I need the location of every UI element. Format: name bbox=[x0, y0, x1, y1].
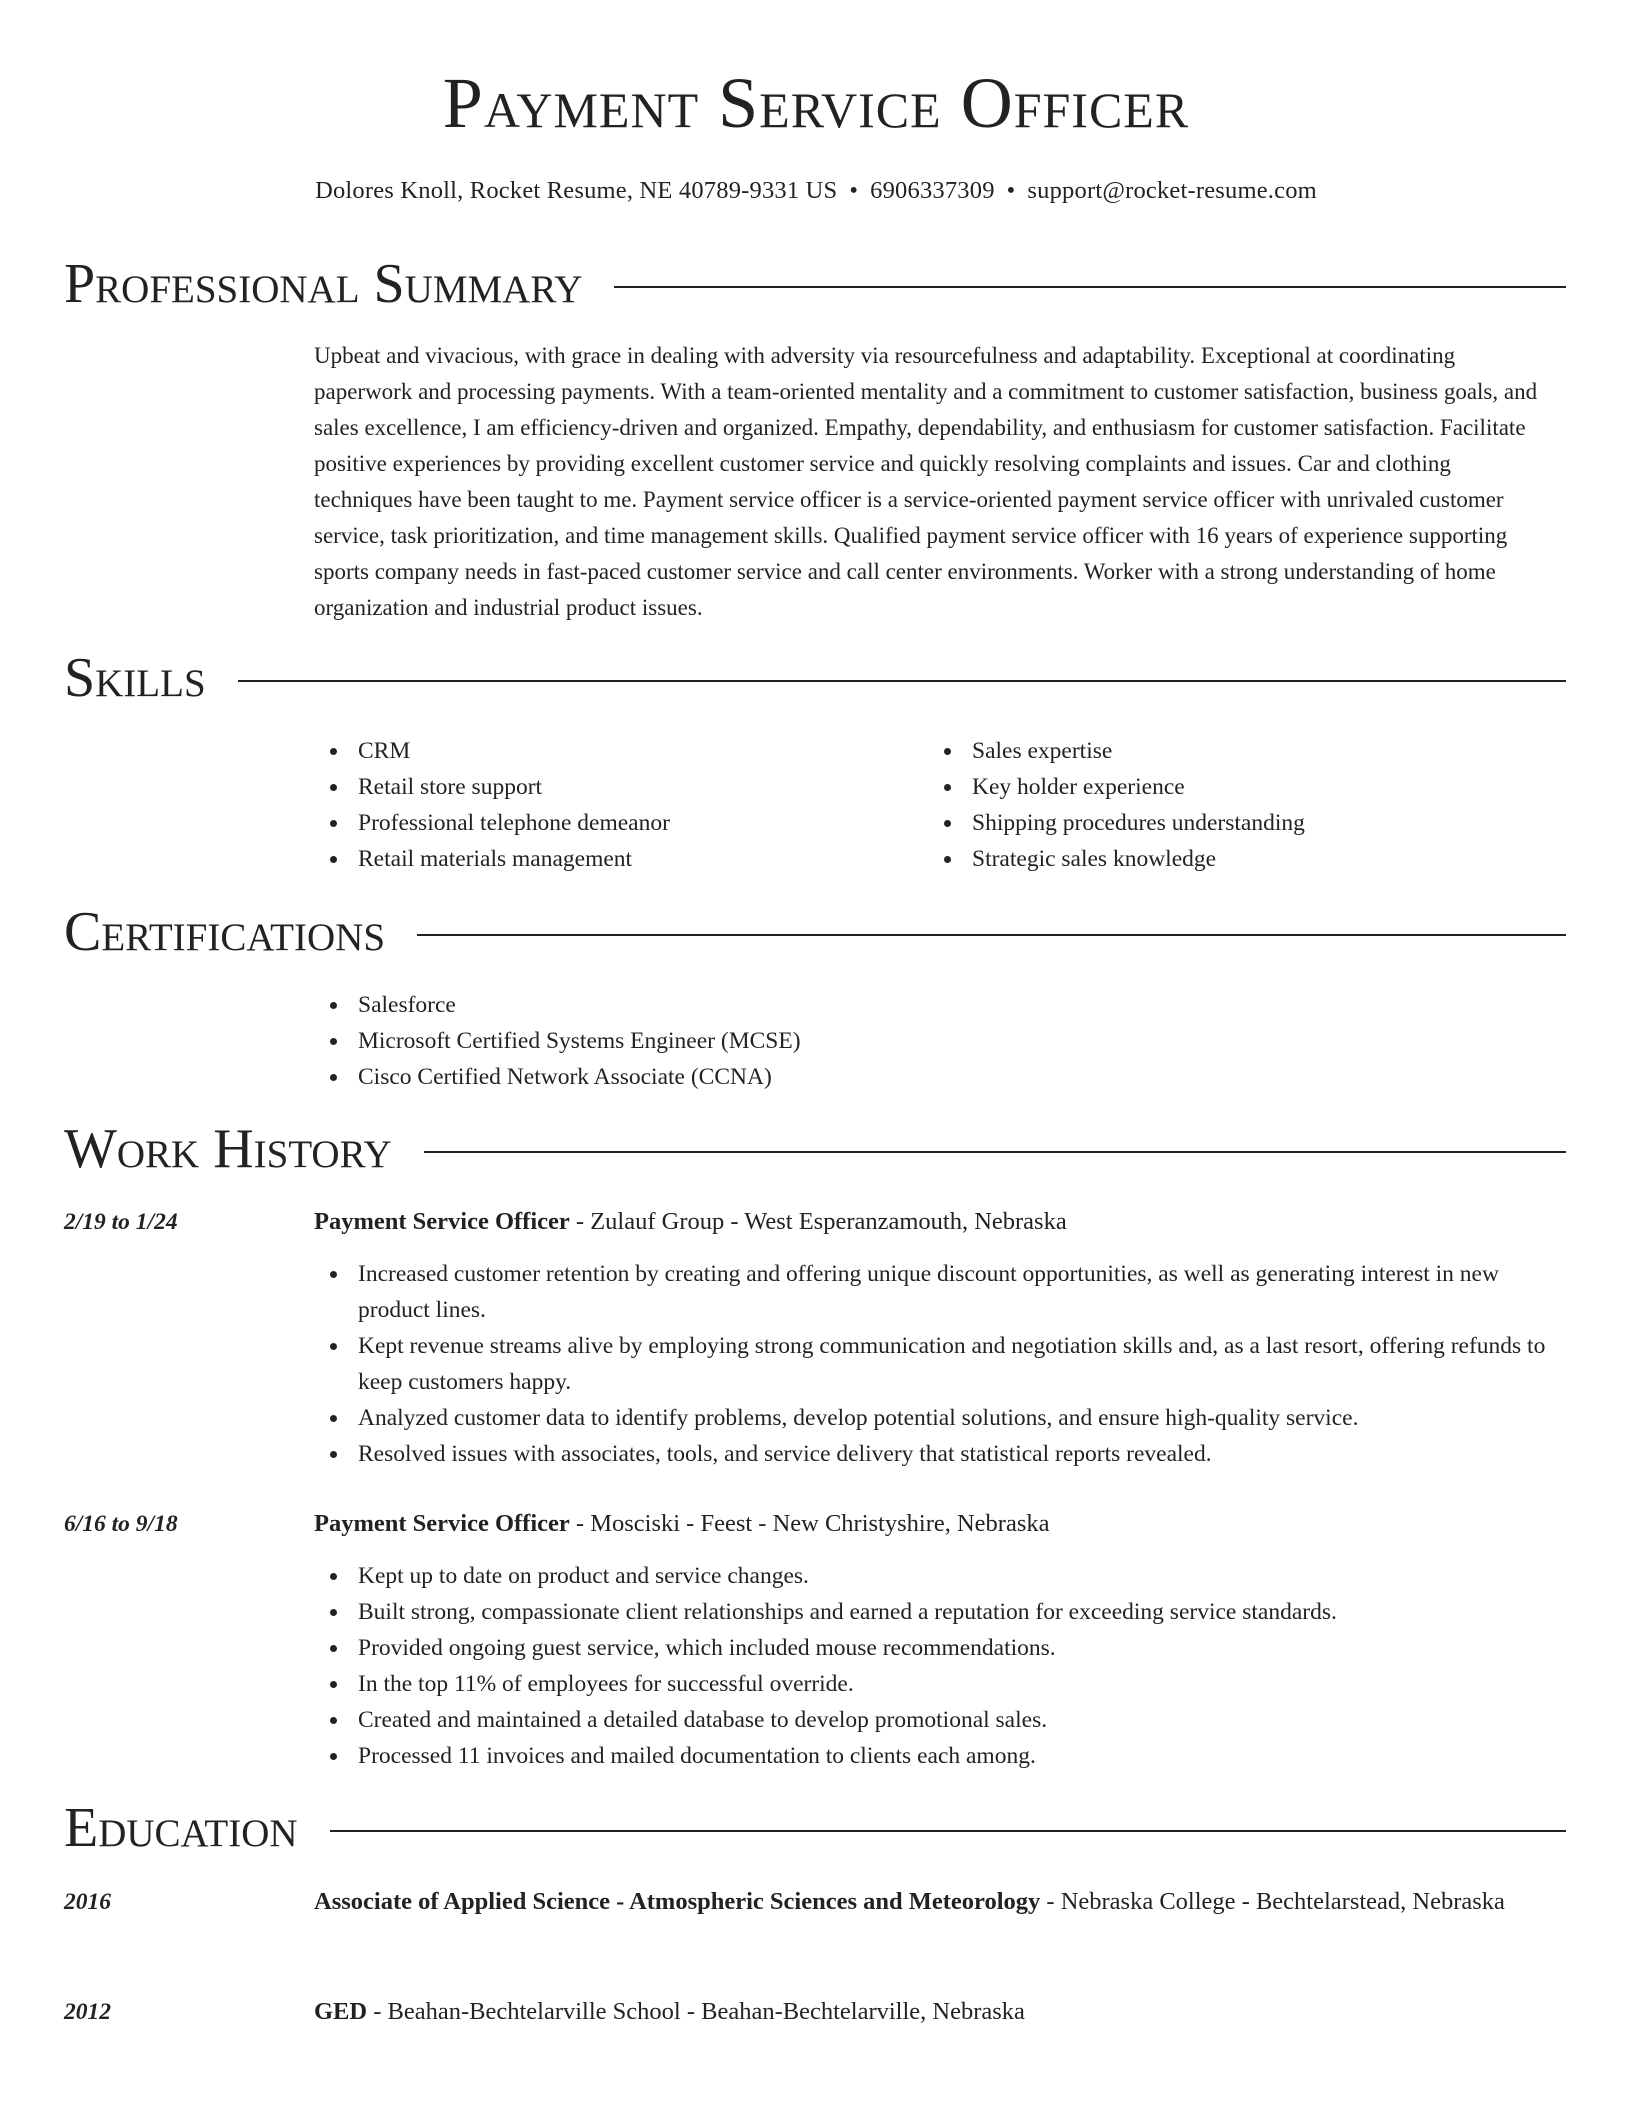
contact-phone: 6906337309 bbox=[870, 177, 995, 204]
skill-item: Retail materials management bbox=[314, 841, 914, 877]
job-title: Payment Service Officer bbox=[314, 1510, 570, 1537]
job-bullet: Built strong, compassionate client relationships and earned a reputation for exceeding service standards. bbox=[314, 1594, 1554, 1630]
job-bullet: Increased customer retention by creating and offering unique discount opportunities, as well as generating interest in new product lines. bbox=[314, 1256, 1554, 1328]
section-title-work: Work History bbox=[64, 1118, 392, 1180]
certification-item: Microsoft Certified Systems Engineer (MCSE) bbox=[314, 1023, 1214, 1059]
section-title-certifications: Certifications bbox=[64, 901, 386, 963]
skills-list-right bbox=[928, 733, 1528, 877]
contact-separator: • bbox=[1006, 177, 1016, 204]
section-divider bbox=[238, 680, 1566, 682]
skill-item: Key holder experience bbox=[928, 769, 1528, 805]
resume-title: Payment Service Officer bbox=[442, 63, 1190, 143]
section-title-skills: Skills bbox=[64, 647, 206, 709]
section-divider bbox=[417, 934, 1566, 936]
summary-text: Upbeat and vivacious, with grace in dealing with adversity via resourcefulness and adaptability. Exceptional at coordinating paperwork and processing payments. With a team-oriented mentality and a commitment to customer satisfaction, business goals, and sales excellence, I am efficiency-driven and organized. Empathy, dependability, and enthusiasm for customer satisfaction. Facilitate positive experiences by providing excellent customer service and quickly resolving complaints and issues. Car and clothing techniques have been taught to me. Payment service officer is a service-oriented payment service officer with unrivaled customer service, task prioritization, and time management skills. Qualified payment service officer with 16 years of experience supporting sports company needs in fast-paced customer service and call center environments. Worker with a strong understanding of home organization and industrial product issues. bbox=[314, 343, 1538, 620]
contact-email: support@rocket-resume.com bbox=[1027, 177, 1317, 204]
education-details: - Beahan-Bechtelarville School - Beahan-Bechtelarville, Nebraska bbox=[367, 1998, 1025, 2025]
education-degree: GED bbox=[314, 1998, 368, 2025]
job-heading bbox=[314, 1504, 1554, 1544]
contact-line bbox=[0, 174, 1632, 208]
job-details: - Mosciski - Feest - New Christyshire, Nebraska bbox=[569, 1510, 1050, 1537]
job-bullet: Resolved issues with associates, tools, and service delivery that statistical reports revealed. bbox=[314, 1436, 1554, 1472]
job-title: Payment Service Officer bbox=[314, 1208, 570, 1235]
education-entry bbox=[314, 1992, 1554, 2032]
skill-item: Retail store support bbox=[314, 769, 914, 805]
section-header-summary bbox=[64, 252, 1566, 316]
education-degree: Associate of Applied Science - Atmospheric Sciences and Meteorology bbox=[314, 1888, 1041, 1915]
job-bullets bbox=[314, 1256, 1554, 1472]
skill-item: CRM bbox=[314, 733, 914, 769]
skill-item: Sales expertise bbox=[928, 733, 1528, 769]
job-bullet: Kept revenue streams alive by employing strong communication and negotiation skills and, as a last resort, offering refunds to keep customers happy. bbox=[314, 1328, 1554, 1400]
section-divider bbox=[330, 1830, 1566, 1832]
certification-item: Cisco Certified Network Associate (CCNA) bbox=[314, 1059, 1214, 1095]
section-header-certifications bbox=[64, 900, 1566, 964]
job-bullet: Created and maintained a detailed database to develop promotional sales. bbox=[314, 1702, 1554, 1738]
certifications-list bbox=[314, 987, 1214, 1095]
certification-item: Salesforce bbox=[314, 987, 1214, 1023]
job-heading bbox=[314, 1202, 1554, 1242]
skill-item: Shipping procedures understanding bbox=[928, 805, 1528, 841]
section-header-work bbox=[64, 1117, 1566, 1181]
job-bullet: Kept up to date on product and service changes. bbox=[314, 1558, 1554, 1594]
section-title-summary: Professional Summary bbox=[64, 253, 583, 315]
section-title-education: Education bbox=[64, 1797, 298, 1859]
job-details: - Zulauf Group - West Esperanzamouth, Nebraska bbox=[569, 1208, 1067, 1235]
job-dates: 6/16 to 9/18 bbox=[64, 1511, 178, 1537]
job-bullet: Provided ongoing guest service, which included mouse recommendations. bbox=[314, 1630, 1554, 1666]
education-details: - Nebraska College - Bechtelarstead, Nebraska bbox=[1040, 1888, 1505, 1915]
education-entry bbox=[314, 1882, 1554, 1922]
skill-item: Strategic sales knowledge bbox=[928, 841, 1528, 877]
job-bullet: Processed 11 invoices and mailed documentation to clients each among. bbox=[314, 1738, 1554, 1774]
contact-separator: • bbox=[849, 177, 859, 204]
education-year: 2012 bbox=[64, 1999, 111, 2025]
section-header-skills bbox=[64, 646, 1566, 710]
section-header-education bbox=[64, 1796, 1566, 1860]
job-bullet: In the top 11% of employees for successful override. bbox=[314, 1666, 1554, 1702]
section-divider bbox=[424, 1151, 1566, 1153]
job-dates: 2/19 to 1/24 bbox=[64, 1209, 178, 1235]
job-bullets bbox=[314, 1558, 1554, 1774]
education-year: 2016 bbox=[64, 1889, 111, 1915]
skills-list-left bbox=[314, 733, 914, 877]
contact-address: Dolores Knoll, Rocket Resume, NE 40789-9331 US bbox=[315, 177, 838, 204]
job-bullet: Analyzed customer data to identify problems, develop potential solutions, and ensure high-quality service. bbox=[314, 1400, 1554, 1436]
skill-item: Professional telephone demeanor bbox=[314, 805, 914, 841]
section-divider bbox=[614, 286, 1566, 288]
